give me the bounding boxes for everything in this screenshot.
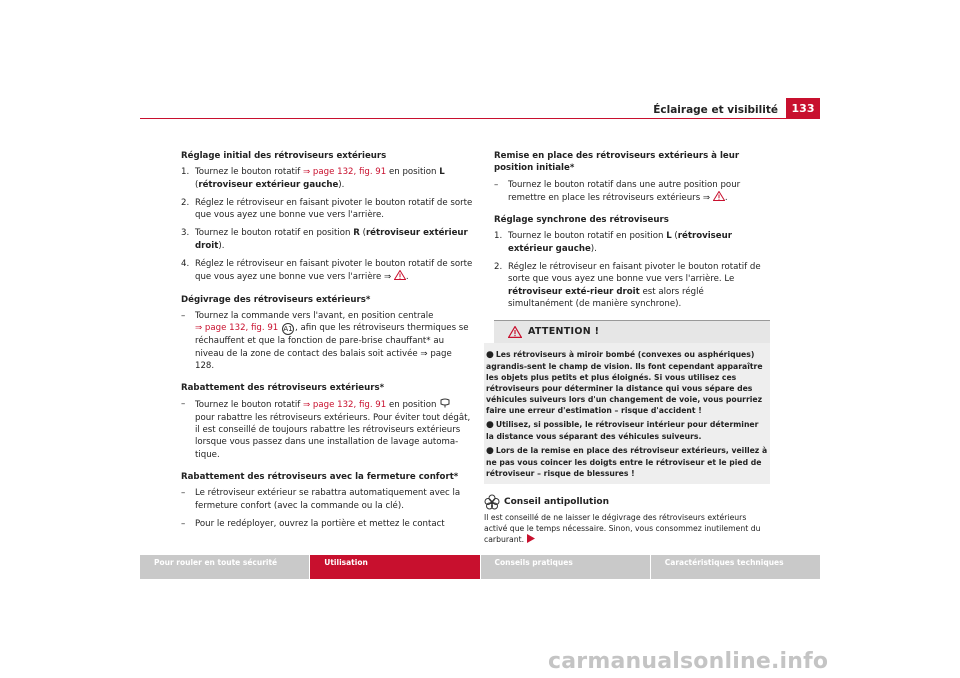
step-text: ( [195, 179, 199, 190]
bold-term: rétroviseur extérieur gauche [198, 179, 339, 190]
page-ref-link[interactable]: ⇒ page 132, fig. 91 [302, 167, 387, 178]
step-4 [181, 258, 473, 284]
dash-marker: – [181, 518, 186, 529]
step-number: 1. [494, 231, 503, 242]
warning-triangle-icon[interactable] [394, 270, 406, 280]
tab-practical-tips[interactable]: Conseils pratiques [481, 555, 650, 579]
warning-triangle-icon[interactable] [713, 191, 725, 201]
attention-bullet: ● Lors de la remise en place des rétroviseur extérieurs, veillez à ne pas vous coincer les doigts entre le rétroviseur et le pied de rétroviseur – risque de blessures ! [486, 446, 768, 479]
attention-bullet: ● Les rétroviseurs à miroir bombé (convexes ou asphériques) agrandis-sent le champ de vision. Ils font cependant apparaître les objets plus petits et plus éloignés. Si vous utilisez ces rétroviseurs pour déterminer la distance qui vous sépare des véhicules suiveurs lors d'un changement de voie, vous pourriez faire une erreur d'estimation – risque d'accident ! [486, 350, 763, 416]
step-text: . [405, 272, 409, 283]
step-number: 1. [181, 167, 190, 178]
step-number: 2. [181, 197, 190, 208]
bold-term: rétroviseur extérieur gauche [508, 231, 732, 254]
attention-box [486, 320, 770, 484]
step-3 [181, 227, 473, 252]
item-text: Pour le redéployer, ouvrez la portière et mettez le contact [195, 518, 445, 529]
header-rule [140, 118, 820, 119]
heading-initial-setting: Réglage initial des rétroviseurs extérieurs [181, 151, 387, 161]
item-text: Le rétroviseur extérieur se rabattra automatiquement avec la fermeture confort (avec la commande ou la clé). [195, 488, 461, 511]
tab-technical-specs[interactable]: Caractéristiques techniques [651, 555, 820, 579]
page-header-title: Éclairage et visibilité [653, 104, 778, 116]
step-text: en position [386, 167, 440, 178]
item-text: Tournez le bouton rotatif [195, 400, 303, 411]
dash-item [181, 398, 473, 460]
position-label: R [353, 228, 360, 239]
attention-title: ATTENTION ! [528, 326, 600, 338]
heading-reset-position: Remise en place des rétroviseurs extérieurs à leur position initiale* [494, 151, 740, 174]
right-column [484, 150, 770, 545]
step-text: Réglez le rétroviseur en faisant pivoter le bouton rotatif de sorte que vous ayez une bonne vue vers l'arrière. [195, 197, 473, 221]
attention-header [494, 321, 770, 343]
item-text: en position [386, 400, 440, 411]
dash-marker: – [181, 399, 186, 410]
footer-nav [140, 555, 820, 579]
step-text: ). [218, 240, 225, 251]
step-1 [494, 230, 770, 255]
bold-term: rétroviseur extérieur droit [195, 228, 468, 251]
eco-text-content: Il est conseillé de ne laisser le dégivrage des rétroviseurs extérieurs activé que le temps nécessaire. Sinon, vous consommez inutilement du carburant. [484, 513, 761, 545]
step-text: est alors réglé simultanément (de manière synchrone). [508, 286, 704, 309]
step-text: ( [671, 231, 678, 242]
dash-item [181, 487, 473, 512]
page-ref-link[interactable]: ⇒ page 132, fig. 91 [302, 400, 387, 411]
eco-flower-icon [484, 494, 500, 510]
dash-marker: – [181, 488, 186, 499]
dash-marker: – [181, 310, 186, 321]
watermark: carmanualsonline.info [548, 649, 829, 674]
mirror-fold-icon [439, 398, 451, 408]
item-text: Tournez la commande vers l'avant, en position centrale [195, 310, 434, 321]
dash-marker: – [494, 179, 499, 190]
attention-bullet: ● Utilisez, si possible, le rétroviseur intérieur pour déterminer la distance vous séparant des véhicules suiveurs. [486, 420, 759, 442]
step-1 [181, 166, 473, 191]
page-ref-link[interactable]: ⇒ page 132, fig. 91 [195, 323, 279, 334]
bullet-text: Les rétroviseurs à miroir bombé (convexes ou asphériques) agrandis-sent le champ de vision. Ils font cependant apparaître les objets plus petits et plus éloignés. Si vous utilisez ces rétroviseurs pour déterminer la distance qui vous sépare des véhicules suiveurs lors d'un changement de voie, vous pourriez faire une erreur d'estimation – risque d'accident ! [486, 350, 763, 416]
item-text: pour rabattre les rétroviseurs extérieurs. Pour éviter tout dégât, il est conseillé de toujours rabattre les rétroviseurs extérieurs lorsque vous passez dans une installation de lavage automa-tique. [195, 412, 471, 460]
attention-body [484, 343, 770, 484]
step-number: 4. [181, 259, 190, 270]
circled-a1-icon: A1 [283, 325, 293, 334]
bullet-text: Lors de la remise en place des rétroviseur extérieurs, veillez à ne pas vous coincer les doigts entre le rétroviseur et le pied de rétroviseur – risque de blessures ! [486, 446, 768, 479]
eco-title: Conseil antipollution [504, 497, 610, 508]
bullet-text: Utilisez, si possible, le rétroviseur intérieur pour déterminer la distance vous séparant des véhicules suiveurs. [486, 420, 759, 442]
tab-operation[interactable]: Utilisation [310, 555, 479, 579]
position-label: L [439, 167, 445, 178]
position-label: L [666, 231, 672, 242]
step-number: 3. [181, 228, 190, 239]
eco-header [484, 494, 770, 510]
heading-defrost: Dégivrage des rétroviseurs extérieurs* [181, 294, 371, 305]
step-text: Réglez le rétroviseur en faisant pivoter le bouton rotatif de sorte que vous ayez une bonne vue vers l'arrière ⇒ [195, 259, 473, 283]
left-column [181, 150, 473, 536]
next-page-triangle-icon[interactable] [527, 534, 535, 543]
heading-synchronous: Réglage synchrone des rétroviseurs [494, 215, 669, 226]
page-number: 133 [786, 98, 820, 118]
step-text: Tournez le bouton rotatif [195, 167, 303, 178]
tab-safety[interactable]: Pour rouler en toute sécurité [140, 555, 309, 579]
eco-text [484, 512, 770, 545]
step-text: ( [359, 228, 366, 239]
dash-item [494, 179, 770, 205]
step-text: Tournez le bouton rotatif en position [195, 228, 354, 239]
warning-triangle-icon [508, 326, 522, 338]
item-text: . [724, 192, 728, 203]
eco-tip [484, 494, 770, 545]
step-text: Tournez le bouton rotatif en position [508, 231, 667, 242]
heading-comfort-closing: Rabattement des rétroviseurs avec la fermeture confort* [181, 471, 459, 482]
step-text: Réglez le rétroviseur en faisant pivoter le bouton rotatif de sorte que vous ayez une bonne vue vers l'arrière. Le [508, 262, 761, 285]
heading-folding: Rabattement des rétroviseurs extérieurs* [181, 383, 385, 394]
step-2 [494, 261, 770, 310]
bold-term: rétroviseur exté-rieur droit [508, 286, 640, 297]
step-text: ). [338, 179, 345, 190]
item-text: , afin que les rétroviseurs thermiques se réchauffent et que la fonction de pare-brise chauffant* au niveau de la zone de contact des balais soit activée ⇒ page 128. [195, 323, 469, 371]
dash-item [181, 310, 473, 372]
step-number: 2. [494, 262, 503, 273]
step-2 [181, 197, 473, 222]
dash-item [181, 518, 473, 530]
step-text: ). [590, 243, 597, 254]
item-text: Tournez le bouton rotatif dans une autre position pour remettre en place les rétroviseurs extérieurs ⇒ [508, 179, 741, 203]
